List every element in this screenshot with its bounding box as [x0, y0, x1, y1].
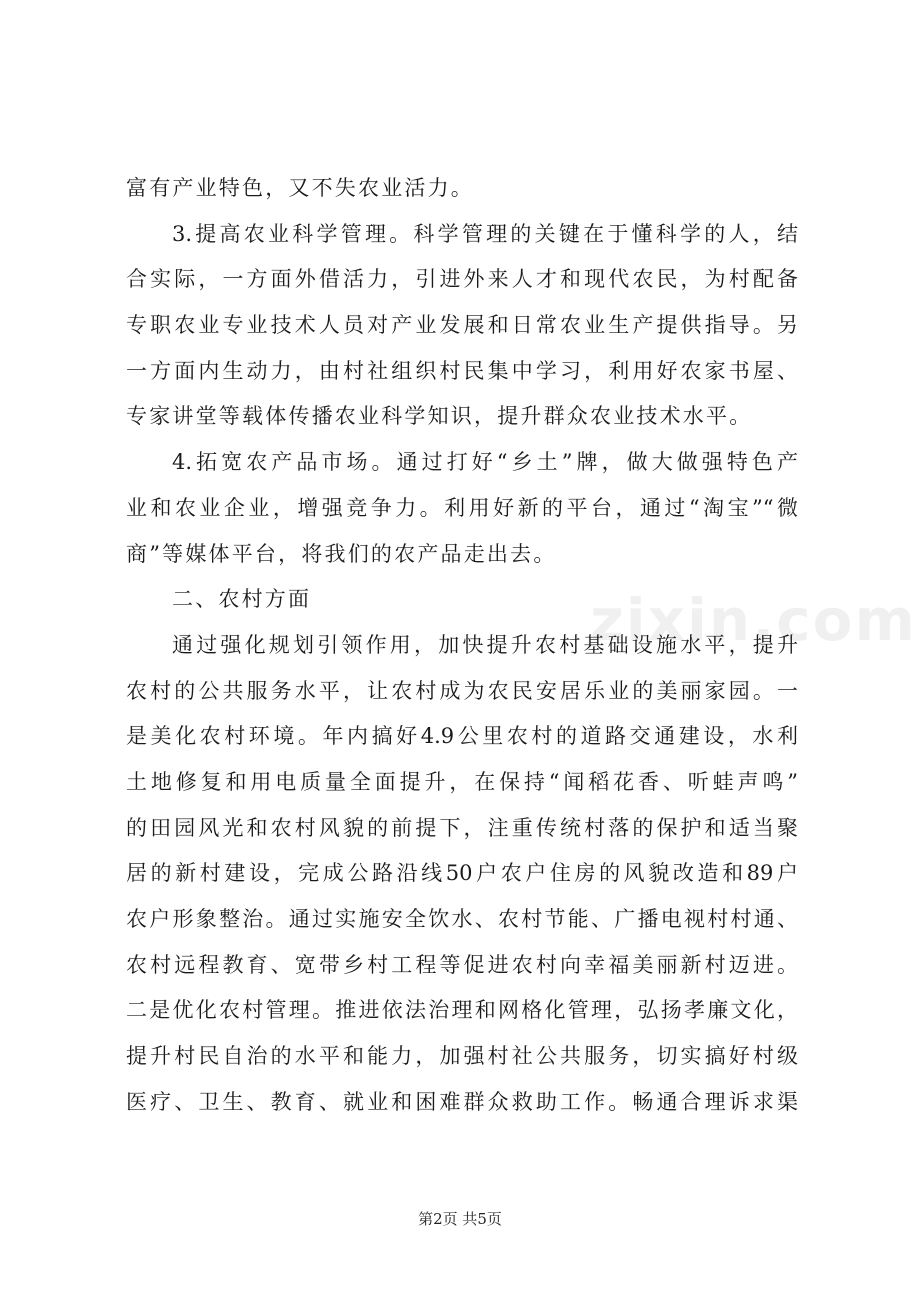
- page-number: 第2页 共5页: [418, 1210, 502, 1228]
- text-line: 是美化农村环境。年内搞好4.9公里农村的道路交通建设，水利: [126, 724, 798, 749]
- text-line: 农村的公共服务水平，让农村成为农民安居乐业的美丽家园。一: [126, 678, 798, 703]
- text-line: 二是优化农村管理。推进依法治理和网格化管理，弘扬孝廉文化，: [126, 998, 798, 1023]
- text-line: 一方面内生动力，由村社组织村民集中学习，利用好农家书屋、: [126, 358, 798, 383]
- paragraph-4-heading-line: 4.拓宽农产品市场。通过打好“乡土”牌，做大做强特色产: [172, 450, 798, 475]
- text-line: 专职农业专业技术人员对产业发展和日常农业生产提供指导。另: [126, 313, 798, 338]
- text-line: 合实际，一方面外借活力，引进外来人才和现代农民，为村配备: [126, 267, 798, 292]
- text-line: 业和农业企业，增强竞争力。利用好新的平台，通过“淘宝”“微: [126, 495, 798, 520]
- text-line: 农户形象整治。通过实施安全饮水、农村节能、广播电视村村通、: [126, 907, 798, 931]
- text-line: 医疗、卫生、教育、就业和困难群众救助工作。畅通合理诉求渠: [126, 1089, 798, 1114]
- text-line: 的田园风光和农村风貌的前提下，注重传统村落的保护和适当聚: [126, 815, 798, 840]
- text-line: 通过强化规划引领作用，加快提升农村基础设施水平，提升: [172, 632, 798, 657]
- paragraph-3-heading-line: 3.提高农业科学管理。科学管理的关键在于懂科学的人，结: [172, 221, 798, 246]
- text-line: 提升村民自治的水平和能力，加强村社公共服务，切实搞好村级: [126, 1044, 798, 1069]
- body-text: [126, 166, 798, 1125]
- text-line: 富有产业特色，又不失农业活力。: [126, 176, 474, 200]
- text-line: 居的新村建设，完成公路沿线50户农户住房的风貌改造和89户: [126, 861, 798, 886]
- text-line: 专家讲堂等载体传播农业科学知识，提升群众农业技术水平。: [126, 404, 753, 429]
- text-line: 土地修复和用电质量全面提升，在保持“闻稻花香、听蛙声鸣”: [126, 769, 798, 794]
- section-heading: 二、农村方面: [172, 587, 312, 612]
- watermark: zixin.com: [590, 586, 917, 654]
- text-line: 商”等媒体平台，将我们的农产品走出去。: [126, 541, 557, 566]
- text-line: 农村远程教育、宽带乡村工程等促进农村向幸福美丽新村迈进。: [126, 952, 798, 977]
